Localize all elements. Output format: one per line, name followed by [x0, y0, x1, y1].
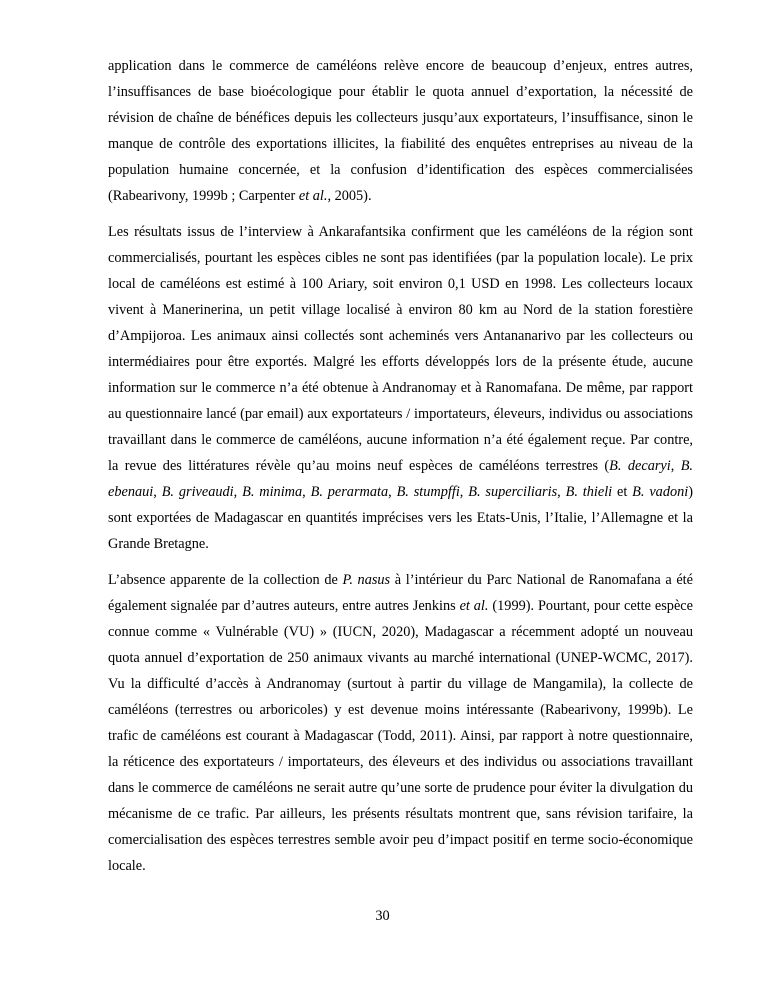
italic-text-run: B. griveaudi [161, 484, 234, 500]
paragraph-3 [108, 567, 693, 879]
text-run: application dans le commerce de caméléons relève encore de beaucoup d’enjeux, entres autres, l’insuffisances de base bioécologique pour établir le quota annuel d’exportation, la nécessité de révision de chaîne de bénéfices depuis les collecteurs jusqu’aux exportateurs, l’insuffisance, sinon le manque de contrôle des exportations illicites, la fiabilité des enquêtes entreprises au niveau de la population humaine concernée, et la confusion d’identification des espèces commercialisées (Rabearivony, 1999b ; Carpenter [108, 58, 693, 204]
italic-text-run: B. vadoni [632, 484, 689, 500]
text-run: , [670, 458, 681, 474]
italic-text-run: B. perarmata [310, 484, 389, 500]
italic-text-run: B. decaryi [609, 458, 671, 474]
text-run: et [612, 484, 633, 500]
page-body [108, 53, 693, 889]
italic-text-run: B. minima [242, 484, 303, 500]
paragraph-2 [108, 219, 693, 557]
italic-text-run: P. nasus [342, 572, 391, 588]
text-run: Les résultats issus de l’interview à Ankarafantsika confirment que les caméléons de la région sont commercialisés, pourtant les espèces cibles ne sont pas identifiées (par la population locale). Le prix local de caméléons est estimé à 100 Ariary, soit environ 0,1 USD en 1998. Les collecteurs locaux vivent à Manerinerina, un petit village localisé à environ 80 km au Nord de la station forestière d’Ampijoroa. Les animaux ainsi collectés sont acheminés vers Antananarivo par les collecteurs ou intermédiaires pour être exportés. Malgré les efforts développés lors de la présente étude, aucune information sur le commerce n’a été obtenue à Andranomay et à Ranomafana. De même, par rapport au questionnaire lancé (par email) aux exportateurs / importateurs, éleveurs, individus ou associations travaillant dans le commerce de caméléons, aucune information n’a été également reçue. Par contre, la revue des littératures révèle qu’au moins neuf espèces de caméléons terrestres ( [108, 224, 693, 474]
italic-text-run: B. superciliaris [468, 484, 558, 500]
text-run: , [388, 484, 397, 500]
paragraph-1 [108, 53, 693, 209]
italic-text-run: B. thieli [565, 484, 613, 500]
text-run: , [302, 484, 311, 500]
text-run: à l’intérieur du Parc National de Ranomafana a été également signalée par d’autres auteurs, entre autres Jenkins [108, 572, 693, 614]
text-run: L’absence apparente de la collection de [108, 572, 343, 588]
text-run: ) sont exportées de Madagascar en quantités imprécises vers les Etats-Unis, l’Italie, l’Allemagne et la Grande Bretagne. [108, 484, 694, 552]
italic-text-run: B. stumpffi [396, 484, 460, 500]
text-run: (1999). Pourtant, pour cette espèce connue comme « Vulnérable (VU) » (IUCN, 2020), Madagascar a récemment adopté un nouveau quota annuel d’exportation de 250 animaux vivants au marché international (UNEP-WCMC, 2017). Vu la difficulté d’accès à Andranomay (surtout à partir du village de Mangamila), la collecte de caméléons (terrestres ou arboricoles) y est devenue moins intéressante (Rabearivony, 1999b). Le trafic de caméléons est courant à Madagascar (Todd, 2011). Ainsi, par rapport à notre questionnaire, la réticence des exportateurs / importateurs, des éleveurs et des individus ou associations travaillant dans le commerce de caméléons ne serait autre qu’une sorte de prudence pour éviter la divulgation du mécanisme de ce trafic. Par ailleurs, les présents résultats montrent que, sans révision tarifaire, la comercialisation des espèces terrestres semble avoir peu d’impact positif en terme socio-économique locale. [108, 598, 693, 874]
text-run: , [233, 484, 243, 500]
italic-text-run: et al. [298, 188, 328, 204]
italic-text-run: B. ebenaui [108, 458, 693, 500]
text-run: , [153, 484, 162, 500]
text-run: , 2005). [327, 188, 372, 204]
text-run: , [459, 484, 469, 500]
italic-text-run: et al. [459, 598, 489, 614]
page-number: 30 [375, 908, 390, 924]
text-run: , [557, 484, 566, 500]
